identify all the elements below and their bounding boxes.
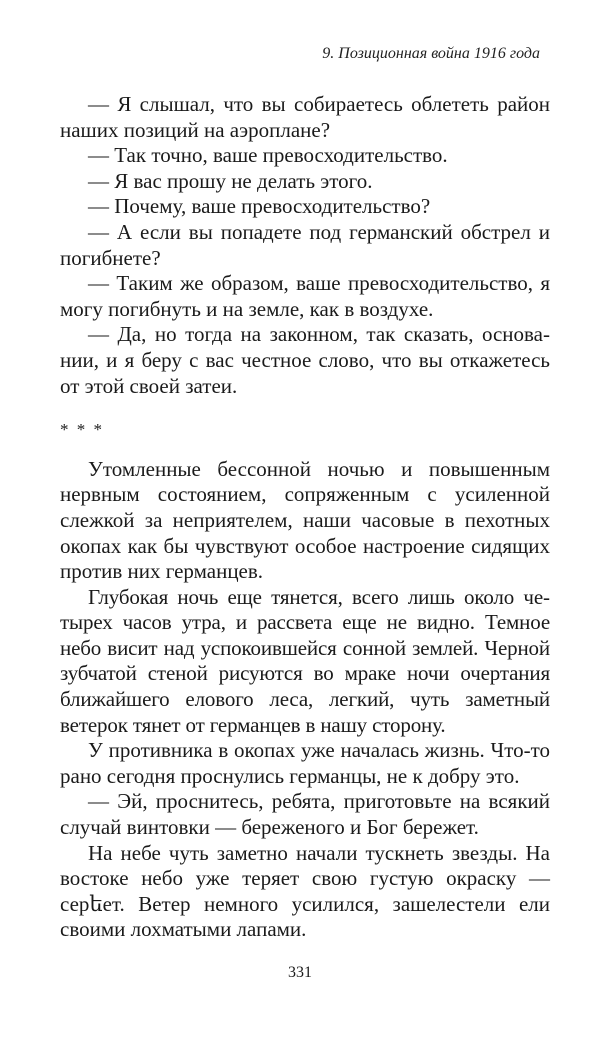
- dialogue-line: — Да, но тогда на законном, так сказать, основании, и я беру с вас честное слово, что вы откажетесь от этой своей затеи.: [60, 322, 550, 398]
- paragraph: — Эй, проснитесь, ребята, приготовьте на всякий случай винтовки — береженого и Бог бережет.: [60, 789, 550, 840]
- paragraph: Глубокая ночь еще тянется, всего лишь около четырех часов утра, и рассвета еще не видно. Темное небо висит над успокоившейся сонной землей. Черной зубчатой стеной рисуются во мраке ночи очертания ближайшего елового леса, легкий, чуть заметный ветерок тянет от германцев в нашу сторону.: [60, 584, 550, 737]
- running-header: 9. Позиционная война 1916 года: [322, 45, 540, 62]
- paragraph: На небе чуть заметно начали тускнеть звезды. На востоке небо уже теряет свою густую окраску — серեет. Ветер немного усилился, зашелестели ели своими лохматыми лапами.: [60, 840, 550, 942]
- body-text: [60, 92, 550, 943]
- dialogue-line: — Так точно, ваше превосходительство.: [88, 143, 448, 168]
- paragraph: Утомленные бессонной ночью и повышенным нервным состоянием, сопряженным с усиленной слежкой за неприятелем, наши часовые в пехотных окопах как бы чувствуют особое настроение сидящих против них германцев.: [60, 456, 550, 584]
- dialogue-line: — Я вас прошу не делать этого.: [88, 168, 373, 193]
- paragraph: У противника в окопах уже началась жизнь. Что-то рано сегодня проснулись германцы, не к добру это.: [60, 738, 550, 788]
- section-separator: * * *: [60, 420, 104, 440]
- dialogue-line: — А если вы попадете под германский обстрел и погибнете?: [60, 219, 550, 270]
- page-number: 331: [288, 964, 312, 981]
- dialogue-line: — Почему, ваше превосходительство?: [88, 194, 431, 219]
- dialogue-line: — Таким же образом, ваше превосходительство, я могу погибнуть и на земле, как в воздухе.: [60, 271, 550, 321]
- dialogue-line: — Я слышал, что вы собираетесь облететь район наших позиций на аэроплане?: [60, 92, 550, 142]
